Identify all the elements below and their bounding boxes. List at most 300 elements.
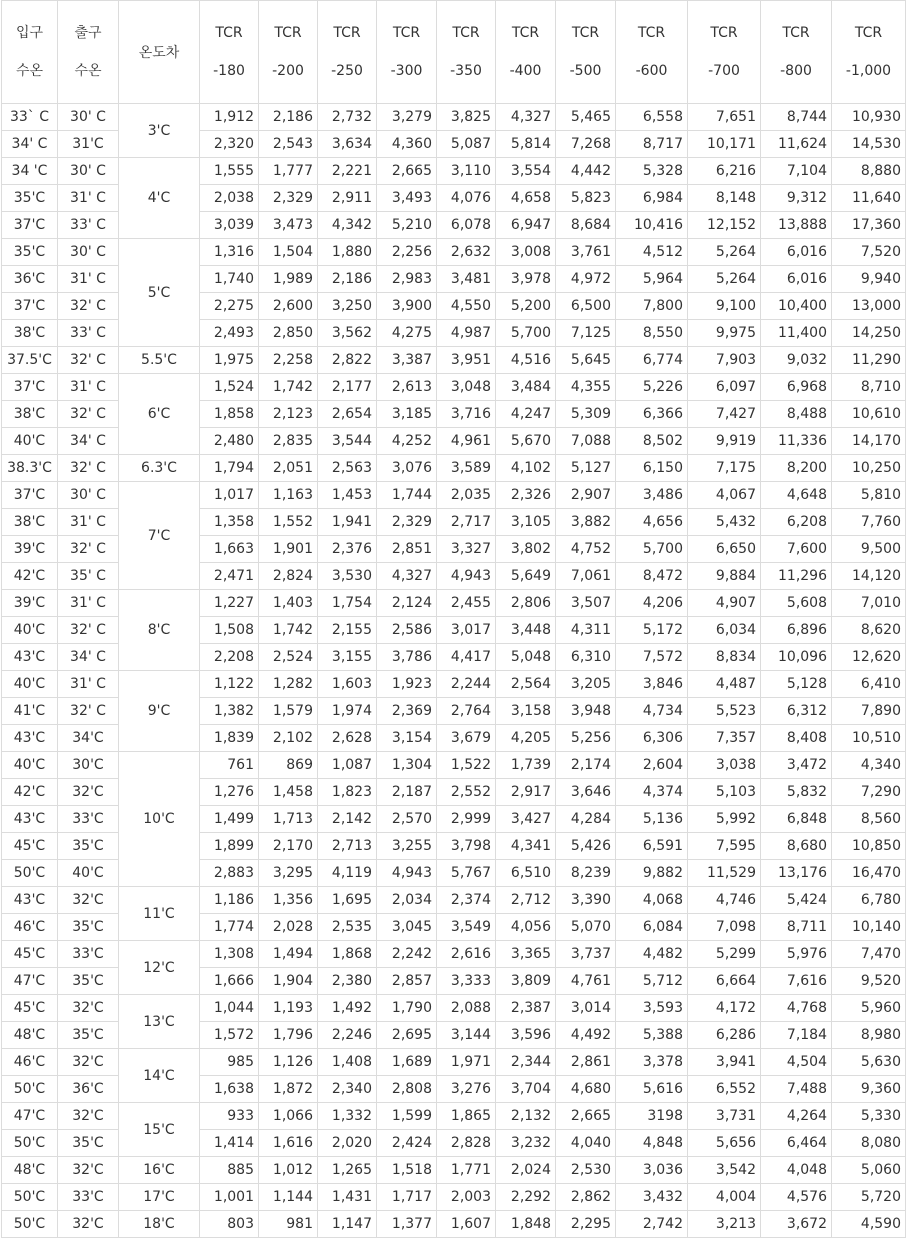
header-temp-diff: [119, 1, 200, 104]
capacity-cell: 3,486: [616, 482, 688, 509]
capacity-cell: 1,403: [259, 590, 318, 617]
capacity-cell: 1,638: [200, 1076, 259, 1103]
capacity-cell: 6,016: [761, 239, 832, 266]
capacity-cell: 4,487: [688, 671, 761, 698]
capacity-cell: 4,275: [377, 320, 437, 347]
capacity-cell: 2,174: [556, 752, 616, 779]
capacity-cell: 5,814: [496, 131, 556, 158]
capacity-cell: 3,279: [377, 104, 437, 131]
capacity-cell: 4,648: [761, 482, 832, 509]
capacity-cell: 8,711: [761, 914, 832, 941]
capacity-cell: 6,510: [496, 860, 556, 887]
capacity-cell: 1,689: [377, 1049, 437, 1076]
table-row: [2, 347, 906, 374]
table-row: [2, 239, 906, 266]
capacity-cell: 2,732: [318, 104, 377, 131]
capacity-cell: 2,275: [200, 293, 259, 320]
capacity-cell: 3,390: [556, 887, 616, 914]
header-inlet-temp: [2, 1, 58, 104]
inlet-temp-cell: 34' C: [2, 131, 58, 158]
capacity-cell: 6,896: [761, 617, 832, 644]
capacity-cell: 5,465: [556, 104, 616, 131]
capacity-cell: 4,102: [496, 455, 556, 482]
capacity-cell: 7,125: [556, 320, 616, 347]
capacity-cell: 3,634: [318, 131, 377, 158]
table-row: [2, 1049, 906, 1076]
capacity-cell: 1,740: [200, 266, 259, 293]
capacity-cell: 11,400: [761, 320, 832, 347]
inlet-temp-cell: 50'C: [2, 860, 58, 887]
header-text: -250: [331, 63, 363, 79]
capacity-cell: 6,552: [688, 1076, 761, 1103]
capacity-cell: 5,256: [556, 725, 616, 752]
capacity-cell: 2,857: [377, 968, 437, 995]
capacity-cell: 803: [200, 1211, 259, 1238]
capacity-cell: 3,213: [688, 1211, 761, 1238]
header-text: -400: [509, 63, 542, 79]
inlet-temp-cell: 39'C: [2, 590, 58, 617]
capacity-cell: 5,700: [616, 536, 688, 563]
capacity-cell: 6,306: [616, 725, 688, 752]
capacity-cell: 1,989: [259, 266, 318, 293]
capacity-cell: 5,616: [616, 1076, 688, 1103]
capacity-cell: 6,664: [688, 968, 761, 995]
capacity-cell: 7,600: [761, 536, 832, 563]
capacity-cell: 1,332: [318, 1103, 377, 1130]
capacity-cell: 7,470: [832, 941, 906, 968]
capacity-cell: 6,650: [688, 536, 761, 563]
capacity-cell: 3,530: [318, 563, 377, 590]
capacity-cell: 4,264: [761, 1103, 832, 1130]
capacity-cell: 2,654: [318, 401, 377, 428]
capacity-cell: 2,340: [318, 1076, 377, 1103]
capacity-cell: 7,427: [688, 401, 761, 428]
capacity-cell: 3,846: [616, 671, 688, 698]
capacity-cell: 7,357: [688, 725, 761, 752]
capacity-cell: 1,899: [200, 833, 259, 860]
capacity-cell: 3,158: [496, 698, 556, 725]
capacity-cell: 6,216: [688, 158, 761, 185]
outlet-temp-cell: 34' C: [58, 644, 119, 671]
header-text: TCR: [274, 25, 302, 41]
outlet-temp-cell: 32'C: [58, 1103, 119, 1130]
capacity-cell: 4,360: [377, 131, 437, 158]
capacity-cell: 2,170: [259, 833, 318, 860]
capacity-cell: 3,809: [496, 968, 556, 995]
capacity-cell: 5,810: [832, 482, 906, 509]
capacity-cell: 5,136: [616, 806, 688, 833]
capacity-cell: 1,912: [200, 104, 259, 131]
capacity-cell: 5,523: [688, 698, 761, 725]
capacity-cell: 1,504: [259, 239, 318, 266]
capacity-cell: 1,865: [437, 1103, 496, 1130]
capacity-cell: 5,128: [761, 671, 832, 698]
capacity-cell: 2,480: [200, 428, 259, 455]
capacity-cell: 1,414: [200, 1130, 259, 1157]
capacity-cell: 1,508: [200, 617, 259, 644]
outlet-temp-cell: 33'C: [58, 1184, 119, 1211]
capacity-cell: 3,562: [318, 320, 377, 347]
capacity-cell: 1,607: [437, 1211, 496, 1238]
capacity-cell: 5,264: [688, 239, 761, 266]
capacity-cell: 3,154: [377, 725, 437, 752]
capacity-cell: 1,901: [259, 536, 318, 563]
inlet-temp-cell: 50'C: [2, 1130, 58, 1157]
capacity-cell: 2,616: [437, 941, 496, 968]
capacity-cell: 4,341: [496, 833, 556, 860]
capacity-cell: 7,010: [832, 590, 906, 617]
capacity-cell: 2,123: [259, 401, 318, 428]
capacity-cell: 14,530: [832, 131, 906, 158]
outlet-temp-cell: 32' C: [58, 401, 119, 428]
header-text: TCR: [452, 25, 480, 41]
header-tcr-200: [259, 1, 318, 104]
capacity-cell: 6,016: [761, 266, 832, 293]
capacity-cell: 3,039: [200, 212, 259, 239]
capacity-cell: 6,774: [616, 347, 688, 374]
outlet-temp-cell: 30' C: [58, 158, 119, 185]
outlet-temp-cell: 35'C: [58, 968, 119, 995]
inlet-temp-cell: 42'C: [2, 779, 58, 806]
capacity-cell: 933: [200, 1103, 259, 1130]
capacity-cell: 2,329: [259, 185, 318, 212]
capacity-cell: 1,552: [259, 509, 318, 536]
inlet-temp-cell: 50'C: [2, 1076, 58, 1103]
capacity-cell: 11,290: [832, 347, 906, 374]
capacity-cell: 2,535: [318, 914, 377, 941]
capacity-cell: 6,084: [616, 914, 688, 941]
capacity-cell: 2,051: [259, 455, 318, 482]
capacity-cell: 5,649: [496, 563, 556, 590]
header-tcr-500: [556, 1, 616, 104]
capacity-cell: 5,767: [437, 860, 496, 887]
capacity-cell: 7,061: [556, 563, 616, 590]
capacity-cell: 1,193: [259, 995, 318, 1022]
capacity-cell: 1,431: [318, 1184, 377, 1211]
capacity-cell: 1,790: [377, 995, 437, 1022]
outlet-temp-cell: 32'C: [58, 1157, 119, 1184]
capacity-cell: 8,550: [616, 320, 688, 347]
capacity-cell: 5,700: [496, 320, 556, 347]
outlet-temp-cell: 35' C: [58, 563, 119, 590]
capacity-cell: 981: [259, 1211, 318, 1238]
capacity-cell: 2,907: [556, 482, 616, 509]
capacity-cell: 7,616: [761, 968, 832, 995]
capacity-cell: 9,360: [832, 1076, 906, 1103]
header-text: TCR: [511, 25, 540, 41]
table-row: [2, 104, 906, 131]
capacity-cell: 4,734: [616, 698, 688, 725]
capacity-cell: 2,187: [377, 779, 437, 806]
capacity-cell: 1,742: [259, 617, 318, 644]
capacity-cell: 7,651: [688, 104, 761, 131]
capacity-cell: 10,400: [761, 293, 832, 320]
capacity-cell: 2,530: [556, 1157, 616, 1184]
capacity-cell: 4,048: [761, 1157, 832, 1184]
table-row: [2, 482, 906, 509]
capacity-cell: 14,120: [832, 563, 906, 590]
inlet-temp-cell: 39'C: [2, 536, 58, 563]
capacity-cell: 1,453: [318, 482, 377, 509]
capacity-cell: 3,014: [556, 995, 616, 1022]
header-text: 입구: [15, 25, 44, 41]
capacity-cell: 5,712: [616, 968, 688, 995]
outlet-temp-cell: 32'C: [58, 779, 119, 806]
capacity-cell: 5,060: [832, 1157, 906, 1184]
capacity-cell: 1,904: [259, 968, 318, 995]
temp-diff-cell: 3'C: [119, 104, 200, 158]
capacity-cell: 1,012: [259, 1157, 318, 1184]
header-text: TCR: [215, 25, 243, 41]
capacity-cell: 6,500: [556, 293, 616, 320]
capacity-cell: 1,308: [200, 941, 259, 968]
capacity-cell: 5,172: [616, 617, 688, 644]
capacity-cell: 7,903: [688, 347, 761, 374]
capacity-cell: 2,455: [437, 590, 496, 617]
temp-diff-cell: 4'C: [119, 158, 200, 239]
capacity-cell: 2,713: [318, 833, 377, 860]
outlet-temp-cell: 35'C: [58, 833, 119, 860]
table-row: [2, 887, 906, 914]
capacity-cell: 5,087: [437, 131, 496, 158]
capacity-cell: 1,017: [200, 482, 259, 509]
outlet-temp-cell: 30' C: [58, 482, 119, 509]
capacity-cell: 4,252: [377, 428, 437, 455]
header-text: TCR: [333, 25, 361, 41]
capacity-cell: 8,148: [688, 185, 761, 212]
capacity-cell: 9,919: [688, 428, 761, 455]
temp-diff-cell: 6'C: [119, 374, 200, 455]
capacity-cell: 1,794: [200, 455, 259, 482]
capacity-cell: 2,604: [616, 752, 688, 779]
capacity-cell: 3,786: [377, 644, 437, 671]
header-text: TCR: [854, 25, 883, 41]
capacity-cell: 4,205: [496, 725, 556, 752]
capacity-cell: 5,608: [761, 590, 832, 617]
capacity-cell: 3,679: [437, 725, 496, 752]
capacity-cell: 1,087: [318, 752, 377, 779]
capacity-cell: 4,442: [556, 158, 616, 185]
header-tcr-400: [496, 1, 556, 104]
capacity-cell: 11,624: [761, 131, 832, 158]
capacity-cell: 9,312: [761, 185, 832, 212]
capacity-cell: 4,327: [377, 563, 437, 590]
capacity-cell: 5,426: [556, 833, 616, 860]
capacity-cell: 3,544: [318, 428, 377, 455]
capacity-cell: 2,712: [496, 887, 556, 914]
capacity-cell: 3,798: [437, 833, 496, 860]
capacity-cell: 5,299: [688, 941, 761, 968]
capacity-cell: 1,316: [200, 239, 259, 266]
cooling-capacity-table: [1, 0, 906, 1238]
capacity-cell: 2,742: [616, 1211, 688, 1238]
inlet-temp-cell: 40'C: [2, 617, 58, 644]
capacity-cell: 1,663: [200, 536, 259, 563]
capacity-cell: 4,590: [832, 1211, 906, 1238]
capacity-cell: 3,596: [496, 1022, 556, 1049]
table-row: [2, 941, 906, 968]
capacity-cell: 1,382: [200, 698, 259, 725]
capacity-cell: 17,360: [832, 212, 906, 239]
capacity-cell: 1,408: [318, 1049, 377, 1076]
inlet-temp-cell: 42'C: [2, 563, 58, 590]
capacity-cell: 4,943: [437, 563, 496, 590]
header-tcr-1000: [832, 1, 906, 104]
inlet-temp-cell: 33` C: [2, 104, 58, 131]
capacity-cell: 2,246: [318, 1022, 377, 1049]
capacity-cell: 7,760: [832, 509, 906, 536]
capacity-cell: 2,142: [318, 806, 377, 833]
inlet-temp-cell: 43'C: [2, 887, 58, 914]
capacity-cell: 3,333: [437, 968, 496, 995]
capacity-cell: 5,432: [688, 509, 761, 536]
table-row: [2, 455, 906, 482]
outlet-temp-cell: 32'C: [58, 1211, 119, 1238]
capacity-cell: 3,110: [437, 158, 496, 185]
header-text: -350: [450, 63, 482, 79]
capacity-cell: 1,458: [259, 779, 318, 806]
inlet-temp-cell: 46'C: [2, 914, 58, 941]
capacity-cell: 3,432: [616, 1184, 688, 1211]
capacity-cell: 2,424: [377, 1130, 437, 1157]
capacity-cell: 6,591: [616, 833, 688, 860]
capacity-cell: 2,344: [496, 1049, 556, 1076]
capacity-cell: 3,542: [688, 1157, 761, 1184]
capacity-cell: 7,520: [832, 239, 906, 266]
capacity-cell: 2,326: [496, 482, 556, 509]
capacity-cell: 13,888: [761, 212, 832, 239]
table-row: [2, 158, 906, 185]
capacity-cell: 8,080: [832, 1130, 906, 1157]
capacity-cell: 3,672: [761, 1211, 832, 1238]
outlet-temp-cell: 31' C: [58, 509, 119, 536]
capacity-cell: 14,170: [832, 428, 906, 455]
capacity-cell: 1,524: [200, 374, 259, 401]
header-text: -180: [213, 63, 245, 79]
capacity-cell: 2,586: [377, 617, 437, 644]
table-row: [2, 1157, 906, 1184]
header-tcr-800: [761, 1, 832, 104]
capacity-cell: 5,424: [761, 887, 832, 914]
capacity-cell: 4,056: [496, 914, 556, 941]
capacity-cell: 4,658: [496, 185, 556, 212]
header-text: -600: [635, 63, 668, 79]
capacity-cell: 2,155: [318, 617, 377, 644]
outlet-temp-cell: 31' C: [58, 185, 119, 212]
header-text: 출구: [74, 25, 102, 41]
capacity-cell: 3,716: [437, 401, 496, 428]
capacity-cell: 10,930: [832, 104, 906, 131]
capacity-cell: 4,119: [318, 860, 377, 887]
outlet-temp-cell: 34' C: [58, 428, 119, 455]
temp-diff-cell: 15'C: [119, 1103, 200, 1157]
capacity-cell: 3,554: [496, 158, 556, 185]
capacity-cell: 11,296: [761, 563, 832, 590]
capacity-cell: 1,304: [377, 752, 437, 779]
capacity-cell: 761: [200, 752, 259, 779]
table-row: [2, 590, 906, 617]
inlet-temp-cell: 45'C: [2, 941, 58, 968]
capacity-cell: 3,978: [496, 266, 556, 293]
capacity-cell: 5,127: [556, 455, 616, 482]
capacity-cell: 3,232: [496, 1130, 556, 1157]
outlet-temp-cell: 32' C: [58, 347, 119, 374]
capacity-cell: 1,848: [496, 1211, 556, 1238]
capacity-cell: 3,105: [496, 509, 556, 536]
capacity-cell: 1,777: [259, 158, 318, 185]
capacity-cell: 1,499: [200, 806, 259, 833]
capacity-cell: 10,250: [832, 455, 906, 482]
header-text: -300: [390, 63, 423, 79]
outlet-temp-cell: 33' C: [58, 320, 119, 347]
capacity-cell: 4,907: [688, 590, 761, 617]
capacity-cell: 2,380: [318, 968, 377, 995]
capacity-cell: 3,737: [556, 941, 616, 968]
capacity-cell: 7,088: [556, 428, 616, 455]
header-outlet-temp: [58, 1, 119, 104]
capacity-cell: 2,917: [496, 779, 556, 806]
capacity-cell: 4,067: [688, 482, 761, 509]
capacity-cell: 6,097: [688, 374, 761, 401]
capacity-cell: 5,048: [496, 644, 556, 671]
capacity-cell: 13,176: [761, 860, 832, 887]
outlet-temp-cell: 32'C: [58, 887, 119, 914]
capacity-cell: 3,472: [761, 752, 832, 779]
capacity-cell: 1,492: [318, 995, 377, 1022]
capacity-cell: 4,417: [437, 644, 496, 671]
capacity-cell: 5,226: [616, 374, 688, 401]
inlet-temp-cell: 43'C: [2, 644, 58, 671]
table-row: [2, 752, 906, 779]
capacity-cell: 5,264: [688, 266, 761, 293]
capacity-cell: 12,620: [832, 644, 906, 671]
capacity-cell: 1,126: [259, 1049, 318, 1076]
capacity-cell: 2,824: [259, 563, 318, 590]
inlet-temp-cell: 38.3'C: [2, 455, 58, 482]
capacity-cell: 2,132: [496, 1103, 556, 1130]
capacity-cell: 2,764: [437, 698, 496, 725]
capacity-cell: 869: [259, 752, 318, 779]
capacity-cell: 10,140: [832, 914, 906, 941]
inlet-temp-cell: 50'C: [2, 1184, 58, 1211]
header-text: -700: [708, 63, 740, 79]
table-row: [2, 671, 906, 698]
capacity-cell: 2,524: [259, 644, 318, 671]
temp-diff-cell: 5.5'C: [119, 347, 200, 374]
header-tcr-600: [616, 1, 688, 104]
outlet-temp-cell: 32' C: [58, 293, 119, 320]
capacity-cell: 1,739: [496, 752, 556, 779]
capacity-cell: 5,330: [832, 1103, 906, 1130]
capacity-cell: 10,171: [688, 131, 761, 158]
capacity-cell: 5,070: [556, 914, 616, 941]
capacity-cell: 3,250: [318, 293, 377, 320]
capacity-cell: 1,144: [259, 1184, 318, 1211]
capacity-cell: 2,717: [437, 509, 496, 536]
capacity-cell: 7,572: [616, 644, 688, 671]
capacity-cell: 6,310: [556, 644, 616, 671]
capacity-cell: 2,552: [437, 779, 496, 806]
capacity-cell: 16,470: [832, 860, 906, 887]
capacity-cell: 8,744: [761, 104, 832, 131]
capacity-cell: 8,834: [688, 644, 761, 671]
inlet-temp-cell: 41'C: [2, 698, 58, 725]
capacity-cell: 1,227: [200, 590, 259, 617]
capacity-cell: 1,744: [377, 482, 437, 509]
capacity-cell: 8,880: [832, 158, 906, 185]
outlet-temp-cell: 30' C: [58, 239, 119, 266]
header-tcr-700: [688, 1, 761, 104]
